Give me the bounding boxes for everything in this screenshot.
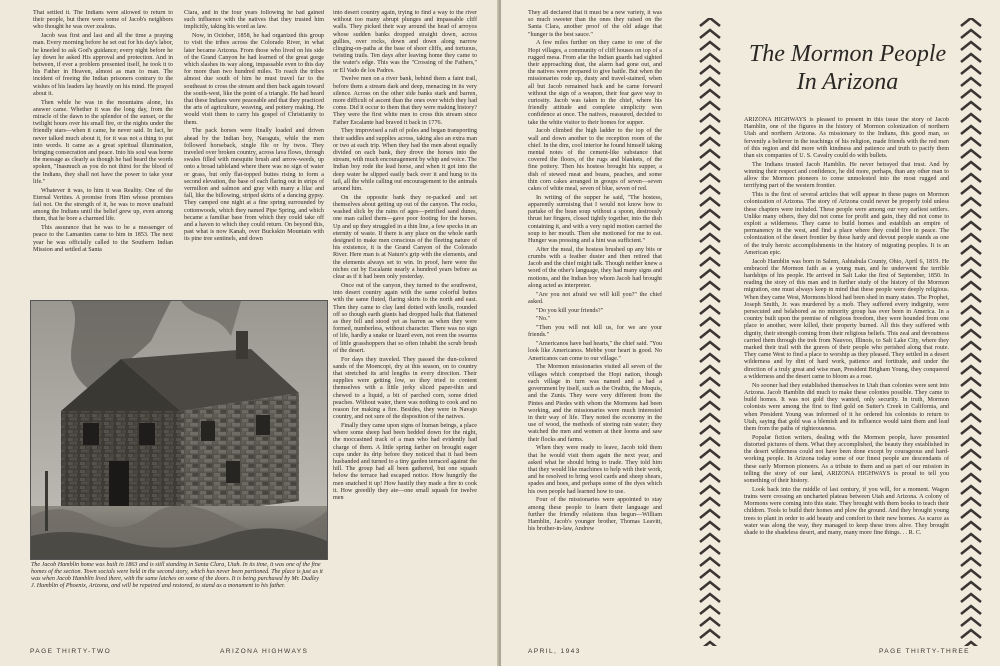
- chevron-mark: [961, 18, 981, 26]
- folio-page-number-right: PAGE THIRTY-THREE: [879, 648, 970, 655]
- chevron-mark: [700, 606, 720, 614]
- paragraph: Then while he was in the mountains alone, his answer came. Whether it was the long day, from the miracle of the dawn to the splendor of the sunset, or the twilight hours over his small fire, or the nights under the friendly stars—when it came, he never said. In fact, he never talked much about it, for it was not a thing to put into words. It came as a great spiritual illumination, bringing consecration and peace. Into his soul was borne the message as clearly as though he had heard the words spoken, "Inasmuch as you do not thirst for the blood of the Indians, they shall not have the power to take your life.": [33, 99, 173, 185]
- chevron-mark: [961, 246, 981, 254]
- article-title-line-2: In Arizona: [796, 69, 899, 95]
- chevron-mark: [961, 342, 981, 350]
- chevron-mark: [961, 534, 981, 542]
- chevron-mark: [961, 270, 981, 278]
- chevron-mark: [961, 78, 981, 86]
- chevron-mark: [961, 570, 981, 578]
- chevron-mark: [700, 114, 720, 122]
- chevron-mark: [961, 234, 981, 242]
- chevron-mark: [961, 282, 981, 290]
- chevron-mark: [961, 642, 981, 646]
- right-column-1: [528, 10, 662, 638]
- chevron-mark: [961, 150, 981, 158]
- paragraph: The pack horses were finally loaded and driven ahead by the Indian boy, Naraguts, while the men followed horseback, single file or by twos. They traveled over broken country, across lava flows, through swales filled with mesquite brush and arrow-weeds, up onto a broad tableland where there was no sign of water or grass, but only flat-topped buttes rising to form a second elevation, the base of each flaring out in strips of vermilion and salmon and gray with many a lilac and fall, like the billowing, striped skirts of a dancing gypsy. They camped one night at a fine spring surrounded by cottonwoods, which they named Pipe Spring, and which became a familiar base from which they could take off and a haven to which they could return. On beyond this, past what is now Kanab, over Buckskin Mountain with its pine tree sentinels, and down: [184, 128, 324, 243]
- hamblin-home-photo: [30, 300, 328, 560]
- chevron-mark: [961, 354, 981, 362]
- chevron-mark: [700, 570, 720, 578]
- chevron-mark: [700, 186, 720, 194]
- chevron-mark: [700, 630, 720, 638]
- paragraph: "Then you will not kill us, for we are your friends.": [528, 325, 662, 339]
- chevron-mark: [961, 30, 981, 38]
- paragraph: into desert country again, trying to find a way to the river without too many abrupt plunges and impassable cliff walls. They picked their way around the head of arroyos whose sudden banks dropped straight down, across gullies, over rocks, down and down along narrow clinging-on-paths at the base of sheer cliffs, and tortuous, twisting trails. Ten days after leaving home they came to the water's edge. This was the "Crossing of the Fathers," or El Vado de los Padres.: [333, 10, 477, 74]
- photo-house-wall-side: [181, 393, 299, 516]
- chevron-mark: [700, 270, 720, 278]
- chevron-mark: [700, 150, 720, 158]
- chevron-mark: [700, 246, 720, 254]
- chevron-mark: [961, 306, 981, 314]
- chevron-mark: [961, 222, 981, 230]
- chevron-mark: [700, 282, 720, 290]
- chevron-mark: [700, 42, 720, 50]
- paragraph: Once out of the canyon, they turned to the southwest, into desert country again with the same colorful buttes with the same fluted, flaring skirts to the north and east. Then they came to clay land dotted with knolls, rounded off so though earth giants had dropped balls that flattened as they fell and stood yet as barren as when they were formed, numberless, without character. There was no sign of life, hardly a snake or lizard even, not even the swarms of little grasshoppers that so often inhabit the scrub brush of the desert.: [333, 282, 477, 354]
- paragraph: That settled it. The Indians were allowed to return to their people, but there were some of Jacob's neighbors who thought he was over zealous.: [33, 10, 173, 31]
- chevron-mark: [700, 402, 720, 410]
- left-column-3: [333, 10, 477, 638]
- chevron-mark: [700, 510, 720, 518]
- folio-page-number-left: PAGE THIRTY-TWO: [30, 648, 112, 655]
- chevron-mark: [961, 210, 981, 218]
- chevron-mark: [961, 414, 981, 422]
- chevron-mark: [700, 594, 720, 602]
- left-page: [0, 0, 499, 666]
- photo-door: [109, 461, 129, 507]
- folio-magazine-name: ARIZONA HIGHWAYS: [220, 648, 309, 655]
- chevron-mark: [961, 498, 981, 506]
- chevron-mark: [700, 18, 720, 26]
- paragraph: "Are you not afraid we will kill you?" the chief asked.: [528, 291, 662, 305]
- chevron-mark: [961, 474, 981, 482]
- chevron-mark: [700, 558, 720, 566]
- chevron-mark: [700, 522, 720, 530]
- chevron-mark: [961, 438, 981, 446]
- chevron-mark: [700, 498, 720, 506]
- paragraph: Look back into the middle of last century, if you will, for a moment. Wagon trains were crossing an uncharted plateau between Utah and Arizona. A colony of Mormons were coming into this state. They brought with them books to teach their children. Tools to build their homes and plow the ground. And they brought young trees to plant in order to add beauty and comfort to their new homes. As scarce as water was along the way, they managed to keep these trees alive. They brought shade to the shadeless desert, and many, many more fine things. . . R. C.: [744, 486, 949, 536]
- left-column-1: [33, 10, 173, 284]
- chevron-mark: [700, 342, 720, 350]
- chevron-mark: [961, 258, 981, 266]
- chevron-mark: [961, 138, 981, 146]
- chevron-mark: [700, 162, 720, 170]
- paragraph: This assurance that he was to be a messenger of peace to the Lamanites came to him in 1853. The next year he was officially called to the Southern Indian Mission and settled at Santa: [33, 225, 173, 253]
- chevron-mark: [961, 186, 981, 194]
- chevron-mark: [700, 354, 720, 362]
- chevron-mark: [700, 330, 720, 338]
- paragraph: "Do you kill your friends?": [536, 307, 604, 314]
- chevron-mark: [700, 390, 720, 398]
- paragraph: Popular fiction writers, dealing with the Mormon people, have presented distorted pictures of them. What they accomplished, the beauty they established in the desert wilderness could not have been done except by courageous and hard-working people. In Arizona today some of our finest people are descendants of these early Mormon pioneers. As a tribute to them and as part of our mission in telling the story of our land, ARIZONA HIGHWAYS is proud to tell you something of their history.: [744, 434, 949, 484]
- chevron-mark: [961, 114, 981, 122]
- chevron-mark: [700, 450, 720, 458]
- chevron-mark: [700, 66, 720, 74]
- article-title-line-1: The Mormon People: [748, 41, 947, 67]
- chevron-mark: [961, 522, 981, 530]
- chevron-mark: [961, 162, 981, 170]
- chevron-mark: [961, 66, 981, 74]
- chevron-mark: [700, 462, 720, 470]
- chevron-mark: [700, 306, 720, 314]
- paragraph: Now, in October, 1858, he had organized this group to visit the tribes across the Colorado River, in what later became Arizona. From those who lived on his side of the Grand Canyon he had learned of the great gorge which slashes its way along, impassable even to this day for more than two hundred miles. To reach the tribes almost due south of him he must travel far to the southeast to cross the stream and then back again toward the south-west, like the point of a triangle. He had heard that these Indians were peaceable and that they practiced the arts of agriculture, weaving, and pottery making. He would visit them to carry his gospel of Christianity to them.: [184, 33, 324, 126]
- chevron-mark: [961, 318, 981, 326]
- chevron-mark: [700, 78, 720, 86]
- chevron-mark: [700, 210, 720, 218]
- paragraph: Jacob Hamblin was born in Salem, Ashtabula County, Ohio, April 6, 1819. He embraced the Mormon faith as a young man, and he underwent the terrible hardships of his people. He arrived in Salt Lake the first of September, 1850. In reading the story of this man and in further study of the history of the Mormon migration, one must always keep in mind that these people were deeply religious. When they came West, Mormons blood had been shed in many states. The Prophet, Joseph Smith, Jr. was murdered by a mob. They suffered every indignity, were persecuted and belabored as no minority group has ever been in America. In a country built upon the premise of religious freedom, they were hounded from one place to another, were killed, their property burned. All this they suffered with dignity, their strength coming from their religious beliefs. This zeal and devoutness carried them through the trek from Nauvoo, Illinois, to Salt Lake City, where they marked their trail with the graves of their people who perished along that route. They came West to find a place to worship as they pleased. They settled in a desert wilderness and by dint of hard work, patience and fortitude, and under the direction of a truly great and wise man, President Brigham Young, they conquered a wilderness and the desert came to bloom as a rose.: [744, 258, 949, 380]
- chevron-mark: [961, 426, 981, 434]
- photo-window-5: [226, 461, 240, 483]
- photo-chimney: [236, 331, 248, 359]
- paragraph: Jacob was first and last and all the time a praying man. Every morning before he set out for his day's labor, he kneeled to ask God's guidance; every night before he lay down he asked His approval and protection. And in between, if ever a problem presented itself, he took it to his Father in Heaven, almost as man to man. The incident of freeing the Indian prisoners contrary to the wishes of his leaders lay heavily on his mind. He prayed about it.: [33, 33, 173, 97]
- chevron-mark: [700, 258, 720, 266]
- chevron-mark: [961, 378, 981, 386]
- chevron-mark: [700, 126, 720, 134]
- chevron-mark: [700, 534, 720, 542]
- photo-window-2: [139, 423, 155, 445]
- chevron-border-right-decoration: [958, 18, 984, 646]
- chevron-mark: [961, 90, 981, 98]
- article-title: [745, 40, 950, 96]
- photo-window-4: [256, 415, 270, 435]
- paragraph: Four of the missionaries were appointed to stay among these people to learn their language and further the friendly relations thus begun—William Hamblin, Jacob's younger brother, Thomas Leavitt, his brother-in-law, Andrew: [528, 497, 662, 533]
- chevron-mark: [961, 510, 981, 518]
- chevron-mark: [700, 414, 720, 422]
- chevron-mark: [961, 366, 981, 374]
- chevron-mark: [961, 294, 981, 302]
- chevron-mark: [700, 30, 720, 38]
- chevron-mark: [700, 618, 720, 626]
- chevron-mark: [961, 390, 981, 398]
- paragraph: "Americanos have bad hearts," the chief said. "You look like Americanos. Mebbe your heart is good. No Americanos can come to our village.": [528, 341, 662, 362]
- chevron-mark: [700, 366, 720, 374]
- paragraph: They improvised a raft of poles and began transporting their saddles and supplies across, taking also an extra man or two at each trip. When they had the men about equally divided on each bank, they drove the horses into the stream, with much encouragement by whip and voice. The Indian boy rode the lead horse, and when it got into the deep water he slipped easily back over it and hung to its tail, all the while calling out encouragement to the animals around him.: [333, 128, 477, 193]
- paragraph: Jacob climbed the high ladder to the top of the wall and down another to the reception room of the chief. In the dim, cool interior he found himself taking mental notes of the cement-like substance that covered the floors, of the rugs and blankets, of the fine pottery. Then his hostess brought his supper, a dish of stewed meat and beans, peaches, and some thin corn cakes arranged in groups of seven—seven cakes of white meal, seven of blue, seven of red.: [528, 128, 662, 193]
- paragraph: Finally they came upon signs of human beings, a place where some sheep had been bedded down for the night, the moccasined track of a man who had evidently had charge of them. A little spring farther on brought eager cups under its drip before they noticed that it had been husbanded and turned to a tiny garden terraced against the hill. The group had all been gathered, but one squash below the terrace had escaped notice. How hungrily the men snatched it up! How hastily they made a fire to cook it. How greedily they ate—one small squash for twelve men: [333, 422, 477, 501]
- chevron-mark: [700, 234, 720, 242]
- editorial-intro-column: [744, 117, 949, 637]
- chevron-mark: [700, 546, 720, 554]
- paragraph: In writing of the supper he said, "The hostess, apparently surmising that I would not know how to partake of the bean soup without a spoon, destrously thrust her fingers, closed tightly together, into the dish containing it, and with a very rapid motion carried the soup to her mouth. Then she motioned for me to eat. Hunger was pressing and a hint was sufficient.": [528, 194, 662, 245]
- photo-window-1: [83, 423, 99, 445]
- chevron-mark: [700, 54, 720, 62]
- chevron-mark: [700, 138, 720, 146]
- paragraph: After the meal, the hostess brushed up any bits or crumbs with a feather duster and then retired that Jacob and the chief might talk. Though neither knew a word of the other's language, they had many signs and motions, and the Indian boy whom Jacob had brought along acted as interpreter.: [528, 246, 662, 289]
- chevron-mark: [700, 318, 720, 326]
- chevron-mark: [700, 222, 720, 230]
- chevron-mark: [961, 558, 981, 566]
- chevron-mark: [700, 426, 720, 434]
- chevron-mark: [700, 642, 720, 646]
- photo-fence-post: [45, 471, 48, 531]
- chevron-mark: [961, 102, 981, 110]
- chevron-mark: [700, 486, 720, 494]
- chevron-mark: [700, 102, 720, 110]
- left-column-2: [184, 10, 324, 284]
- chevron-mark: [700, 294, 720, 302]
- chevron-mark: [961, 462, 981, 470]
- paragraph: On the opposite bank they re-packed and set themselves about getting up out of the canyon. The rocks, washed slick by the rains of ages—petrified sand dunes, one man called them—gave poor footing for the horses. Up and up they struggled in a thin line, a few specks in an eternity of waste. If there is any place on the whole earth designed to make men conscious of the fleeting nature of his existence, it is the Grand Canyon of the Colorado River. Here man is at Nature's grip with the elements, and the elements always set to win. In proof, here were the niches cut by Escalante nearly a hundred years before as clear as if it had been only yesterday.: [333, 194, 477, 281]
- folio-issue-date: APRIL, 1943: [528, 648, 581, 655]
- paragraph: For days they traveled. They passed the dun-colored sands of the Moencopi, dry at this season, on to country that stretched its arid lengths in every direction. Their supplies were getting low, so they tried to content themselves with a little jerky sliced paper-thin and chewed to a liquid, a bit of parched corn, some dried peaches. Without water, there was nothing to cook and no reason for making a fire. Besides, they were in Navajo country, and not sure of the disposition of the natives.: [333, 356, 477, 421]
- chevron-mark: [961, 594, 981, 602]
- paragraph: They all declared that it must be a new variety, it was so much sweeter than the ones they raised on the Santa Clara, another proof of the old adage that "hunger is the best sauce.": [528, 10, 662, 38]
- chevron-mark: [700, 474, 720, 482]
- chevron-mark: [700, 378, 720, 386]
- right-page: [501, 0, 1000, 666]
- chevron-mark: [961, 618, 981, 626]
- photo-caption: The Jacob Hamblin home was built in 1863 and is still standing in Santa Clara, Utah. In its time, it was one of the fine homes of the section. Town socials were held in the second story, which has never been partioned. The place is just as it was when Jacob Hamblin lived there, with the same latches on some of the doors. It is being purchased by Mr. Dudley J. Hamblin of Phoenix, Arizona, and will be repaired and restored, to stand as a monument to his father.: [31, 562, 323, 590]
- chevron-mark: [961, 126, 981, 134]
- chevron-mark: [961, 582, 981, 590]
- chevron-mark: [961, 450, 981, 458]
- chevron-mark: [700, 198, 720, 206]
- paragraph: The Mormon missionaries visited all seven of the villages which comprised the Hopi nation, though each village in turn was named and a had a government by itself, such as the Oraibis, the Moquis, and the Zunis. They were very different from the Pintes and Piedes with whom the Mormons had been working, and the missionaries were much interested in their way of life. They noted the economy in the use of wood, the methods of storing rain water; they watched the men and women at their looms and saw their flocks and farms.: [528, 364, 662, 443]
- paragraph: Whatever it was, to him it was Reality. One of the Eternal Verities. A promise from Him whose promises fail not. On the strength of it, he was to move unafraid among the Indians until the belief grew up, even among them, that he bore a charmed life.: [33, 187, 173, 223]
- chevron-mark: [700, 582, 720, 590]
- chevron-mark: [961, 42, 981, 50]
- paragraph: "No.": [536, 316, 551, 323]
- chevron-mark: [961, 54, 981, 62]
- photo-window-3: [201, 421, 215, 441]
- chevron-mark: [961, 402, 981, 410]
- chevron-mark: [700, 438, 720, 446]
- chevron-mark: [961, 630, 981, 638]
- paragraph: A few miles further on they came to one of the Hopi villages, a community of cliff houses on top of a rugged mesa. From afar the Indian guards had sighted their approaching dust, the alarm had gone out, and the natives were prepared to give battle. But when the missionaries rode up, dusty and travel-stained, when all but Jacob remained back and he came forward without the sign of a weapon, their fear gave way to curiosity. Jacob was taken to the chief, where his friendly attitude and complete simplicity won confidence at once. The natives, reassured, decided to take the white visitor to their homes for supper.: [528, 40, 662, 126]
- chevron-mark: [961, 174, 981, 182]
- paragraph: ARIZONA HIGHWAYS is pleased to present in this issue the story of Jacob Hamblin, one of the figures in the history of Mormon colonization of northern Utah and northern Arizona. As missionary to the Indians, this good man, so fervently a believer in the teachings of his religion, made friends with the red men of this region and did more with kindness and patience and truth to pacify them than six companies of U. S. Cavalry could do with bullets.: [744, 117, 949, 160]
- chevron-border-left-decoration: [697, 18, 723, 646]
- chevron-mark: [961, 606, 981, 614]
- paragraph: Clara, and in the four years following he had gained such influence with the natives that they trusted him implicitly, taking his word as law.: [184, 10, 324, 31]
- chevron-mark: [961, 546, 981, 554]
- paragraph: Twelve men on a river bank, behind them a faint trail, before them a stream dark and deep, menacing in its very silence. Across on the other side banks stark and barren, more difficult of ascent than the ones over which they had come. Did it occur to them that they were making history? They were the first white men to cross this stream since Father Escalante had braved it back in 1776.: [333, 76, 477, 126]
- paragraph: No sooner had they established themselves in Utah than colonies were sent into Arizona. Jacob Hamblin did much to make these colonies possible. They came to build homes. It was not gold they wanted, only security. In truth, Mormon colonists were among the first to find gold on Sutter's Creek in California, and when President Young was informed of it he ordered his colonists to return to Utah, saying that gold was a blemish and its influence would taint them and lead them from the paths of righteousness.: [744, 382, 949, 432]
- chevron-mark: [961, 198, 981, 206]
- chevron-mark: [700, 90, 720, 98]
- paragraph: This is the first of several articles that will appear in these pages on Mormon colonization of Arizona. The story of Arizona could never be properly told unless these chapters were included. These people were among our very earliest settlers. Unlike many others, they did not come for profit and gain, they did not come to exploit a wilderness. They came to build homes and establish an empire of permanency in the west, and find a place where they could live in peace. The colonization of the desert frontier by these hardy and devout people stands as one of the truly heroic accomplishments in the history of migrating peoples. It is an American epic.: [744, 192, 949, 256]
- chevron-mark: [961, 330, 981, 338]
- paragraph: The Indians trusted Jacob Hamblin. He never betrayed that trust. And by winning their respect and confidence, he did more, perhaps, than any other man to allow the Mormon pioneers to come unmolested into the most rugged and terrifying part of the western frontier.: [744, 161, 949, 190]
- chevron-mark: [961, 486, 981, 494]
- paragraph: When they were ready to leave, Jacob told them that he would visit them again the next year, and asked what he should bring to trade. They told him that they would like machines to help with their work, and he resolved to bring wool cards and sheep shears, spades and hoes, and perhaps some of the dyes which his own people had learned how to use.: [528, 445, 662, 495]
- chevron-mark: [700, 174, 720, 182]
